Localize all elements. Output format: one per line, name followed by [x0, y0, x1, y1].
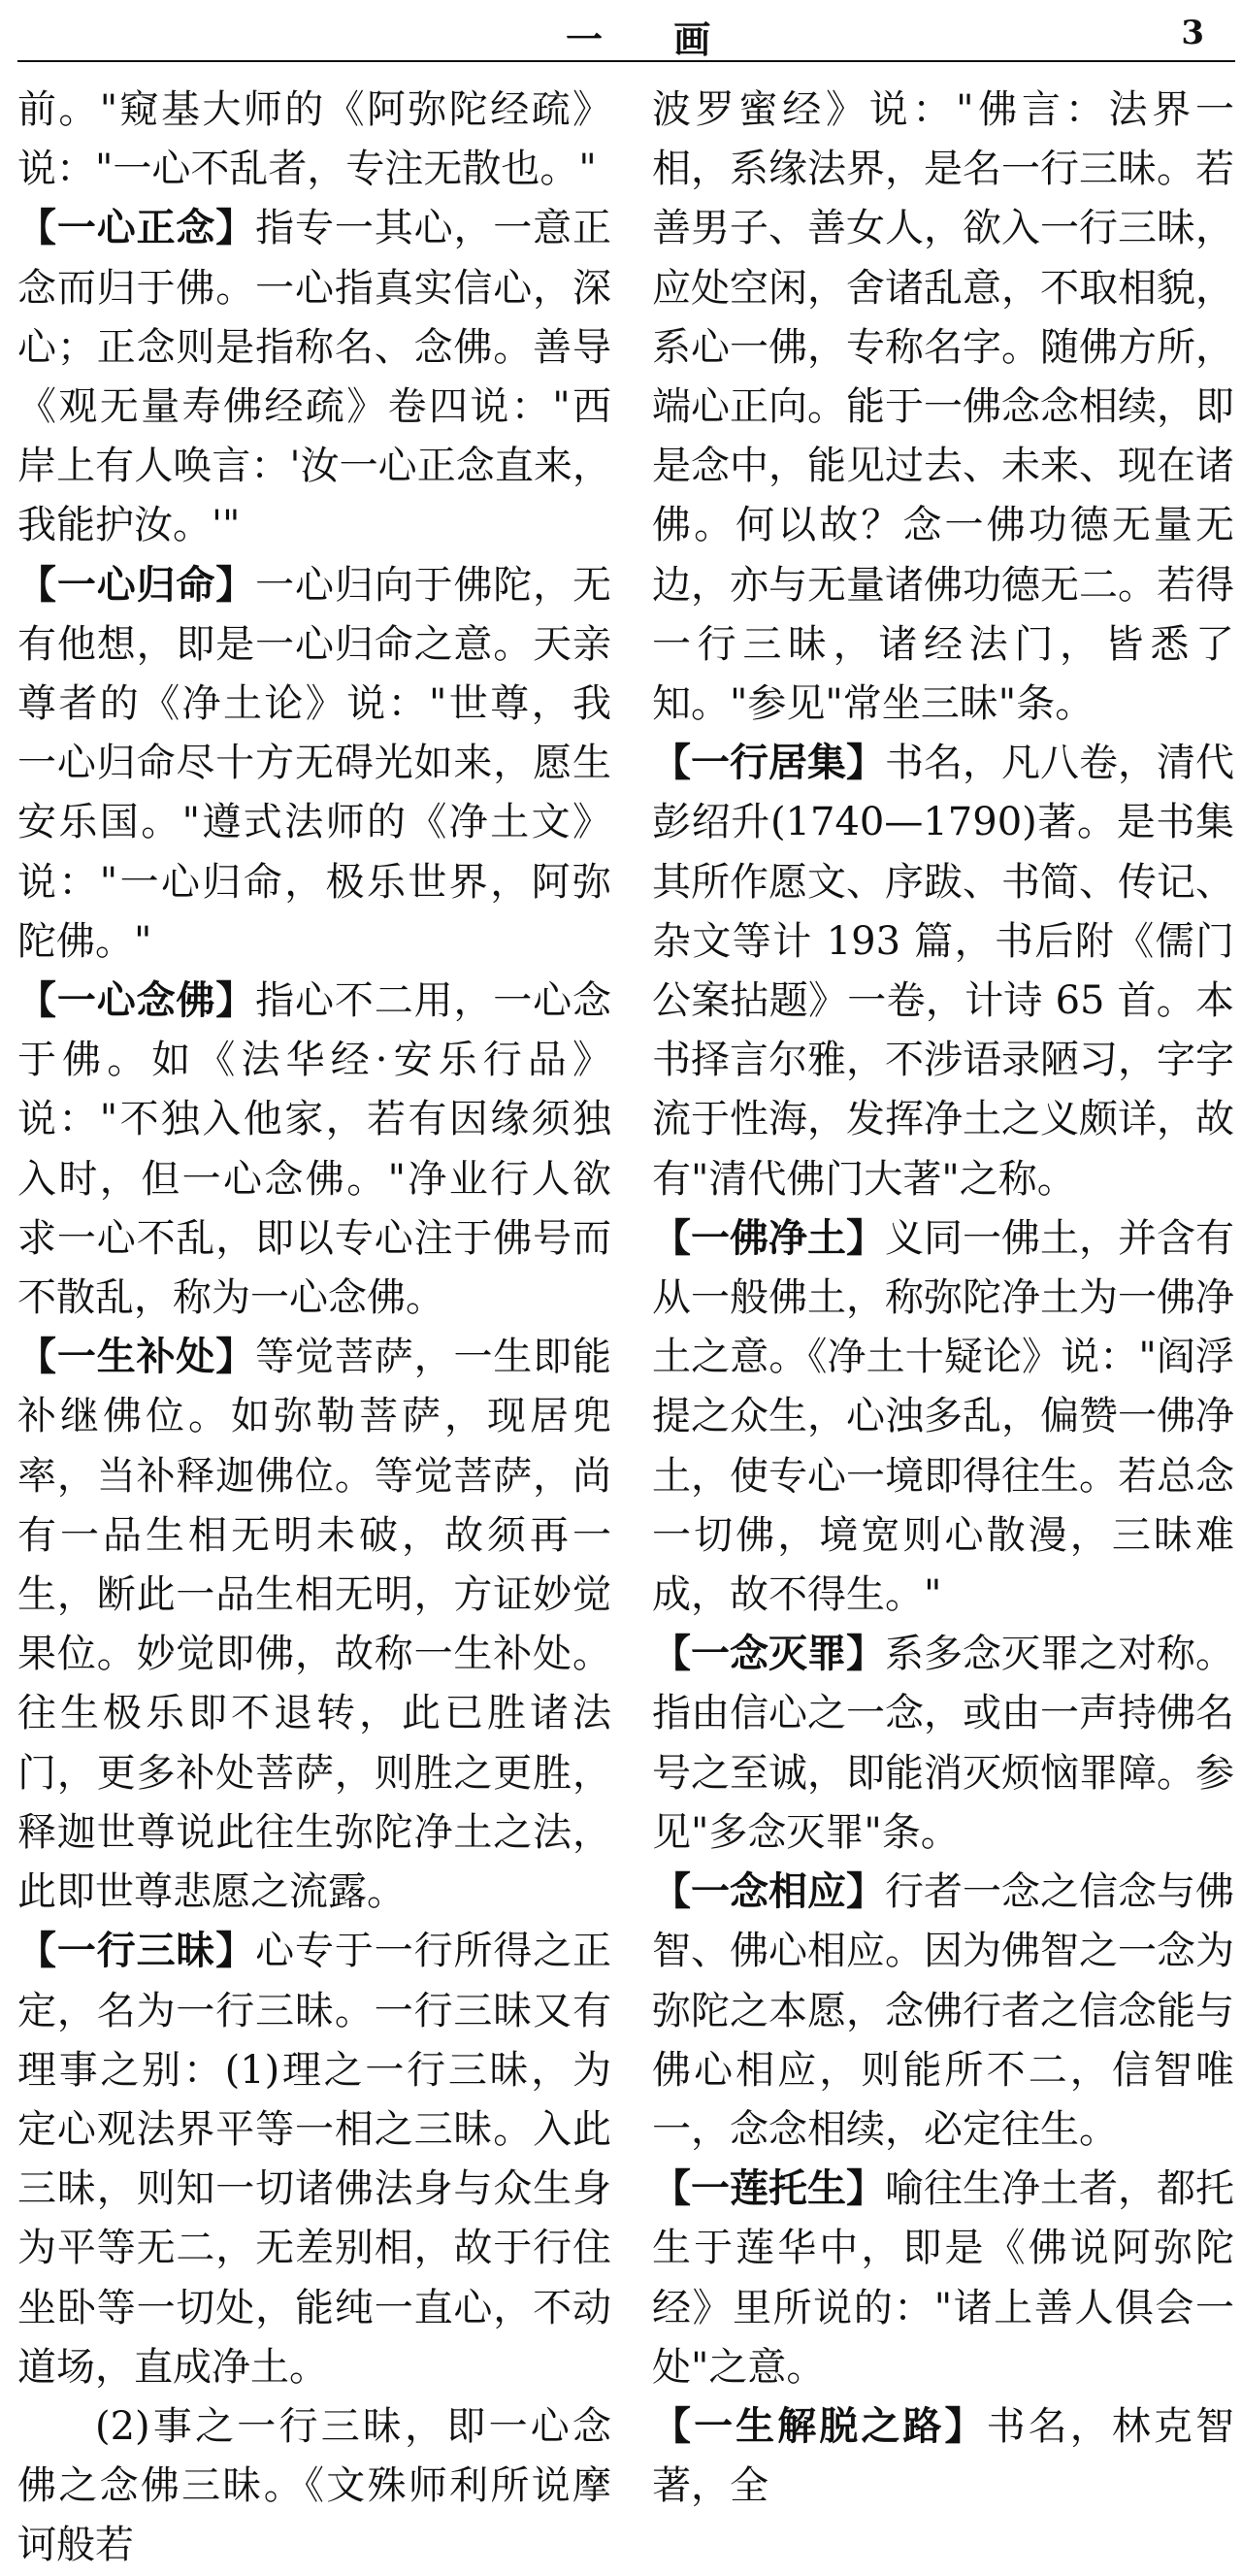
dictionary-entry	[652, 1863, 1234, 2160]
right-column	[652, 81, 1234, 2516]
dictionary-entry	[17, 1328, 611, 1922]
entry-text: (2)事之一行三昧，即一心念佛之念佛三昧。《文殊师利所说摩诃般若	[17, 2403, 611, 2568]
entry-term: 【一念相应】	[652, 1869, 885, 1915]
left-column	[17, 81, 611, 2576]
entry-text: 一心归向于佛陀，无有他想，即是一心归命之意。天亲尊者的《净土论》说："世尊，我一心归命尽十方无碍光如来，愿生安乐国。"遵式法师的《净土文》说："一心归命，极乐世界，阿弥陀佛。"	[17, 562, 612, 964]
entry-term: 【一佛净土】	[652, 1215, 885, 1261]
entry-text: 指专一其心，一意正念而归于佛。一心指真实信心，深心；正念则是指称名、念佛。善导《观无量寿佛经疏》卷四说："西岸上有人唤言：'汝一心正念直来，我能护汝。'"	[17, 206, 612, 548]
entry-term: 【一心归命】	[17, 562, 256, 608]
entry-term: 【一心念佛】	[17, 978, 256, 1024]
entry-term: 【一心正念】	[17, 206, 256, 251]
entry-text: 喻往生净土者，都托生于莲华中，即是《佛说阿弥陀经》里所说的："诸上善人俱会一处"之意。	[652, 2166, 1234, 2390]
page-number: 3	[1181, 14, 1204, 52]
dictionary-entry	[17, 199, 611, 555]
entry-text: 系多念灭罪之对称。指由信心之一念，或由一声持佛名号之至诚，即能消灭烦恼罪障。参见"多念灭罪"条。	[652, 1632, 1234, 1855]
entry-text: 等觉菩萨，一生即能补继佛位。如弥勒菩萨，现居兜率，当补释迦佛位。等觉菩萨，尚有一品生相无明未破，故须再一生，断此一品生相无明，方证妙觉果位。妙觉即佛，故称一生补处。往生极乐即不退转，此已胜诸法门，更多补处菩萨，则胜之更胜，释迦世尊说此往生弥陀净土之法，此即世尊悲愿之流露。	[17, 1335, 612, 1915]
entry-text: 行者一念之信念与佛智、佛心相应。因为佛智之一念为弥陀之本愿，念佛行者之信念能与佛心相应，则能所不二，信智唯一，念念相续，必定往生。	[652, 1869, 1234, 2152]
entry-text: 指心不二用，一心念于佛。如《法华经·安乐行品》说："不独入他家，若有因缘须独入时，但一心念佛。"净业行人欲求一心不乱，即以专心注于佛号而不散乱，称为一心念佛。	[17, 978, 612, 1321]
entry-term: 【一生补处】	[17, 1335, 256, 1380]
entry-term: 【一行居集】	[652, 741, 885, 786]
entry-text: 前。"窥基大师的《阿弥陀经疏》说："一心不乱者，专注无散也。"	[17, 87, 611, 192]
dictionary-entry	[17, 972, 611, 1328]
dictionary-entry	[17, 1922, 611, 2397]
dictionary-entry	[652, 2160, 1234, 2397]
dictionary-entry	[652, 2397, 1234, 2516]
entry-text: 书名，林克智著，全	[652, 2403, 1235, 2509]
dictionary-entry	[652, 1209, 1234, 1625]
paragraph	[652, 81, 1234, 734]
entry-term: 【一行三昧】	[17, 1929, 256, 1974]
entry-text: 心专于一行所得之正定，名为一行三昧。一行三昧又有理事之别：(1)理之一行三昧，为定心观法界平等一相之三昧。入此三昧，则知一切诸佛法身与众生身为平等无二，无差别相，故于行住坐卧等一切处，能纯一直心，不动道场，直成净土。	[17, 1929, 612, 2390]
entry-term: 【一莲托生】	[652, 2166, 885, 2212]
section-title: 一 画	[566, 18, 740, 61]
entry-text: 波罗蜜经》说："佛言：法界一相，系缘法界，是名一行三昧。若善男子、善女人，欲入一行三昧，应处空闲，舍诸乱意，不取相貌，系心一佛，专称名字。随佛方所，端心正向。能于一佛念念相续，即是念中，能见过去、未来、现在诸佛。何以故？念一佛功德无量无边，亦与无量诸佛功德无二。若得一行三昧，诸经法门，皆悉了知。"参见"常坐三昧"条。	[652, 87, 1234, 727]
entry-text: 书名，凡八卷，清代彭绍升(1740—1790)著。是书集其所作愿文、序跋、书简、传记、杂文等计 193 篇，书后附《儒门公案拈题》一卷，计诗 65 首。本书择言尔雅，不涉语录陋习，字字流于性海，发挥净土之义颇详，故有"清代佛门大著"之称。	[652, 741, 1234, 1202]
page-header	[17, 0, 1235, 62]
entry-term: 【一生解脱之路】	[652, 2403, 987, 2449]
entry-term: 【一念灭罪】	[652, 1632, 885, 1677]
dictionary-entry	[17, 556, 611, 972]
dictionary-entry	[652, 734, 1234, 1209]
paragraph	[17, 2397, 611, 2576]
dictionary-entry	[652, 1625, 1234, 1863]
entry-text: 义同一佛土，并含有从一般佛土，称弥陀净土为一佛净土之意。《净土十疑论》说："阎浮提之众生，心浊多乱，偏赞一佛净土，使专心一境即得往生。若总念一切佛，境宽则心散漫，三昧难成，故不得生。"	[652, 1215, 1234, 1618]
paragraph	[17, 81, 611, 199]
